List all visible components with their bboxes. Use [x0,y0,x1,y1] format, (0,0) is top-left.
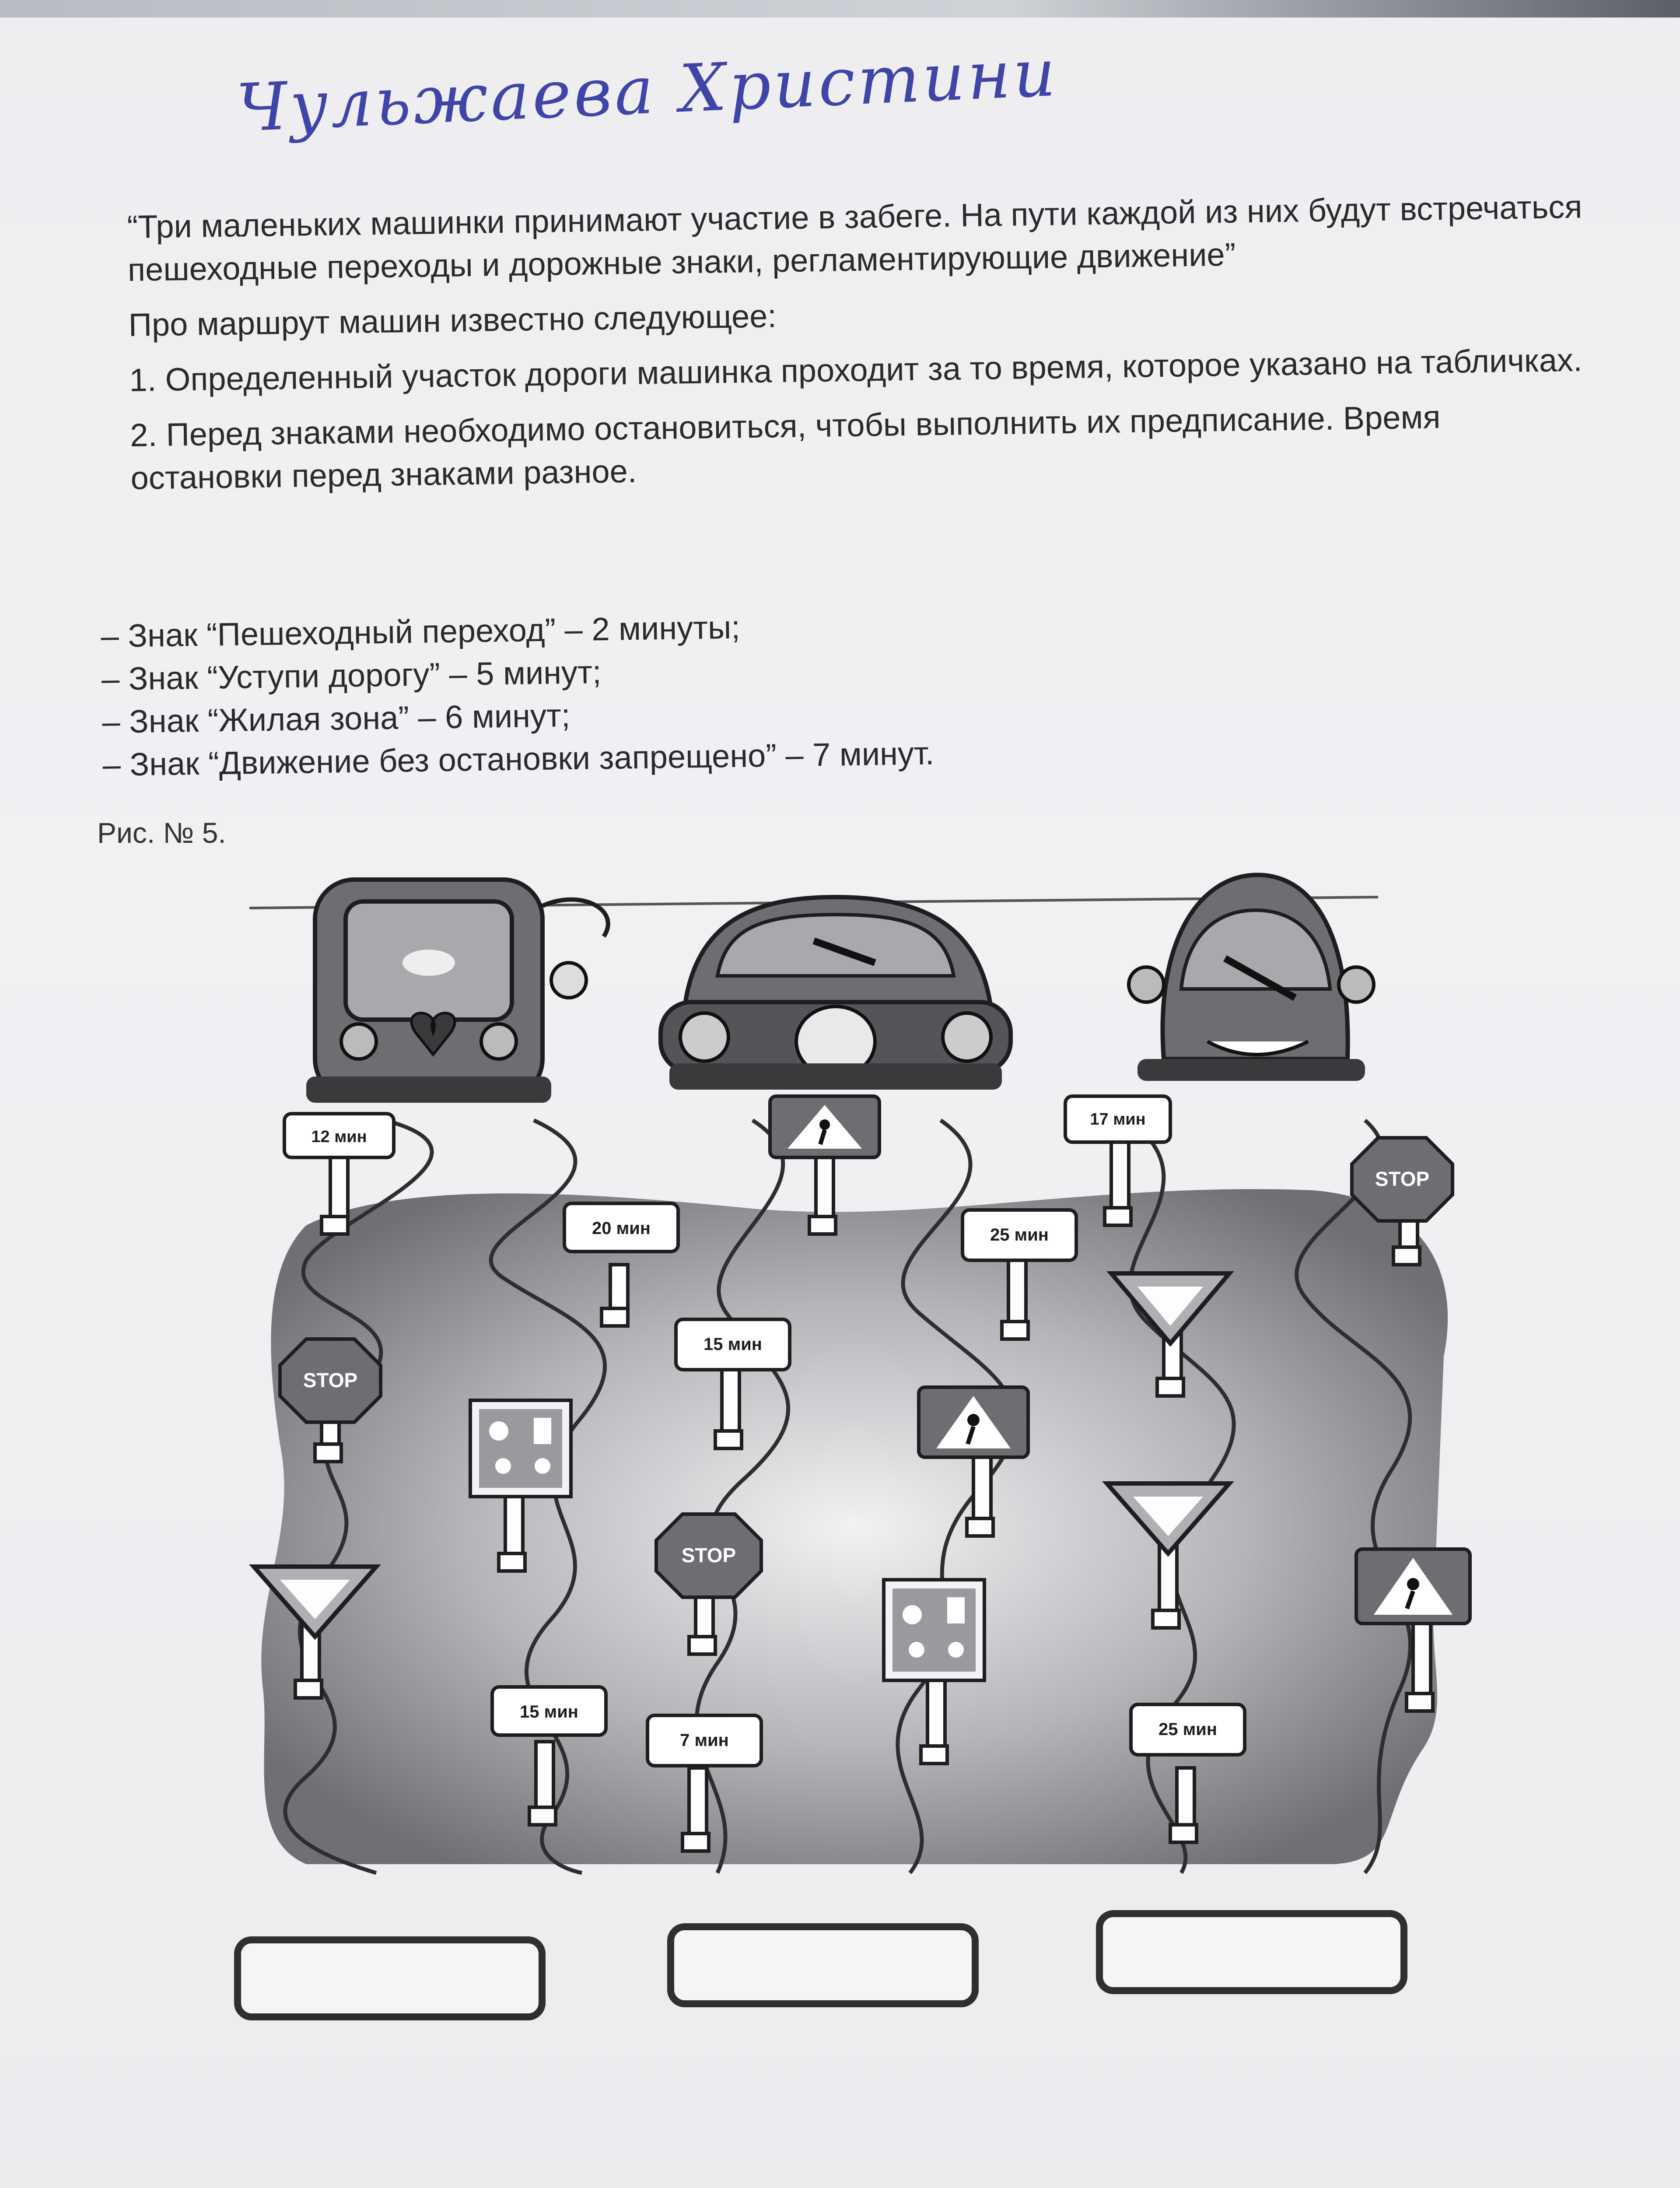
post-base [499,1553,525,1571]
time-sign-label: 7 мин [680,1731,729,1750]
post [689,1768,707,1834]
time-sign-25-road2 [962,1210,1076,1260]
post-base [809,1217,836,1234]
post-base [689,1637,715,1654]
post-base [1002,1322,1028,1339]
post [536,1742,553,1807]
answer-box-car-3[interactable] [1096,1910,1407,1994]
car-right [1129,875,1374,1081]
post [928,1680,945,1746]
post-base [967,1518,993,1536]
post-base [921,1746,947,1764]
time-sign-15-road2 [676,1319,790,1370]
sign-time-yield: – Знак “Уступи дорогу” – 5 минут; [101,654,602,697]
time-sign-label: 15 мин [520,1702,578,1722]
post-base [682,1834,709,1851]
known-heading: Про маршрут машин известно следующее: [128,298,777,343]
stop-label: STOP [303,1369,358,1392]
time-sign-label: 15 мин [704,1335,762,1354]
handwritten-name: Чульжаева Христини [235,35,1060,147]
post-base [1170,1825,1197,1842]
post [1413,1619,1431,1694]
crosswalk-sign-road2-top [770,1096,879,1157]
post-base [1105,1208,1131,1225]
post [722,1370,739,1431]
post-base [715,1431,742,1448]
time-sign-20 [564,1203,678,1252]
car-left [306,880,608,1103]
time-sign-12 [284,1114,394,1157]
stop-sign-road2 [656,1514,761,1597]
post [973,1453,991,1518]
post [1111,1142,1129,1208]
time-sign-label: 20 мин [592,1219,651,1238]
time-sign-label: 12 мин [311,1128,367,1146]
stop-sign-road1 [280,1339,381,1422]
living-zone-sign-road2 [884,1580,984,1680]
time-sign-17 [1065,1096,1170,1142]
time-sign-15-road1 [492,1687,606,1735]
sign-time-living-zone: – Знак “Жилая зона” – 6 минут; [102,697,570,740]
time-sign-25-road3 [1131,1704,1245,1755]
post-base [315,1444,341,1462]
post [1177,1768,1194,1829]
intro-paragraph: “Три маленьких машинки принимают участие в забеге. На пути каждой из них будут встречаться пешеходные переходы и дорожные знаки, регламентирующие движение” [127,188,1582,288]
post-base [602,1308,628,1326]
post-base [1407,1694,1433,1711]
post-base [1393,1247,1420,1265]
living-zone-sign-road1 [470,1400,571,1497]
sign-time-crosswalk: – Знак “Пешеходный переход” – 2 минуты; [101,609,741,654]
time-sign-label: 17 мин [1090,1110,1146,1129]
time-sign-7 [648,1715,761,1766]
stop-label: STOP [1375,1168,1430,1190]
post [816,1155,833,1217]
answer-box-car-2[interactable] [667,1923,979,2007]
stop-label: STOP [681,1544,736,1567]
answer-box-car-1[interactable] [234,1936,546,2020]
stop-sign-road3 [1352,1138,1452,1221]
post [505,1497,523,1558]
time-sign-label: 25 мин [990,1225,1049,1245]
post-base [295,1680,322,1698]
time-sign-label: 25 мин [1158,1720,1217,1739]
rule-2: 2. Перед знаками необходимо остановиться, чтобы выполнить их предписание. Время остановки перед знаками разное. [130,399,1441,496]
post-base [529,1807,556,1825]
post-base [322,1217,348,1234]
crosswalk-sign-road3 [1356,1549,1470,1623]
post [1008,1260,1026,1322]
sign-time-stop: – Знак “Движение без остановки запрещено” – 7 минут. [102,735,934,783]
crosswalk-sign-road2-mid [919,1387,1028,1457]
post [330,1151,348,1217]
car-middle [661,897,1011,1090]
post-base [1157,1378,1183,1396]
post-base [1153,1610,1179,1628]
road-area [261,1189,1448,1864]
rule-1: 1. Определенный участок дороги машинка проходит за то время, которое указано на табличках. [129,341,1583,398]
figure-label: Рис. № 5. [97,817,226,849]
